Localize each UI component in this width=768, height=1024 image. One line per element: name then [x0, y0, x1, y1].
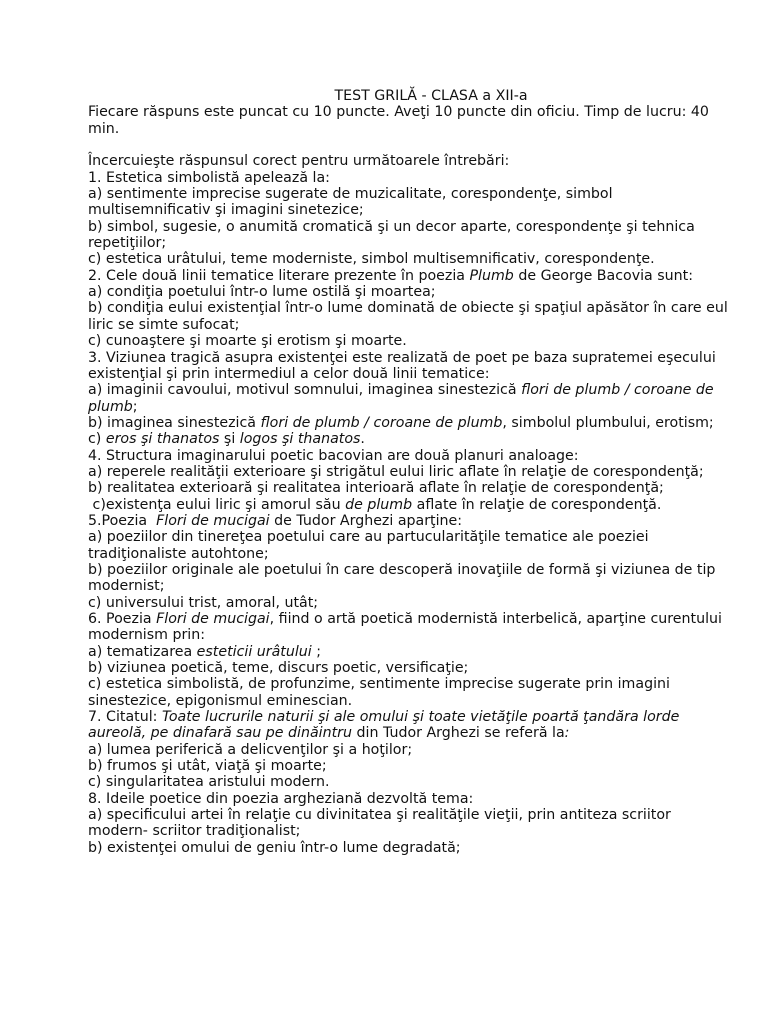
q2-text-italic: Plumb	[469, 267, 514, 284]
q6-text-pre: 6. Poezia	[88, 611, 157, 627]
q3-c-pre: c)	[88, 431, 106, 448]
q2-text-pre: 2. Cele două linii tematice literare prezente în poezia	[88, 267, 470, 284]
q7-text-post: din Tudor Arghezi se referă la	[351, 725, 565, 742]
q4-option-a: a) reperele realităţii exterioare şi strigătul eului liric aflate în relaţie de corespondenţă;	[88, 463, 704, 480]
q3-a-pre: a) imaginii cavoului, motivul somnului, imaginea sinestezică	[88, 382, 522, 399]
q5-text-italic: Flori de mucigai	[156, 512, 270, 529]
document-page	[88, 88, 728, 856]
q3-c-post: .	[360, 431, 365, 448]
q6-text-italic: Flori de mucigai	[156, 611, 270, 627]
q3-c-mid: şi	[219, 431, 240, 448]
q7-option-a: a) lumea periferică a delicvenţilor şi a hoţilor;	[88, 741, 413, 758]
q8-option-a: a) specificului artei în relaţie cu divinitatea şi realităţile vieţii, prin antiteza scriitor modern- scriitor tradiţionalist;	[88, 807, 671, 840]
question-2	[88, 268, 728, 284]
document-title: TEST GRILĂ - CLASA a XII-a	[334, 88, 528, 104]
q3-option-a	[88, 382, 728, 415]
q3-b-pre: b) imaginea sinestezică	[88, 414, 261, 431]
q4-c-post: aflate în relaţie de corespondenţă.	[412, 496, 662, 513]
q3-c-italic-1: eros şi thanatos	[105, 431, 220, 448]
q2-option-a: a) condiţia poetului într-o lume ostilă şi moartea;	[88, 284, 436, 301]
question-3: 3. Viziunea tragică asupra existenţei este realizată de poet pe baza supratemei eşecului existenţial şi prin intermediul a celor două linii tematice:	[88, 349, 716, 382]
q6-option-a	[88, 644, 728, 660]
q5-option-b: b) poeziilor originale ale poetului în care descoperă inovaţiile de formă şi viziunea de tip modernist;	[88, 561, 716, 595]
blank-line	[88, 137, 728, 153]
q7-option-c: c) singularitatea aristului modern.	[88, 774, 330, 791]
q2-text-post: de George Bacovia sunt:	[513, 267, 693, 284]
q3-option-b	[88, 415, 728, 431]
q5-text-post: de Tudor Arghezi aparţine:	[269, 512, 463, 529]
q7-text-colon: :	[564, 725, 570, 742]
q3-c-italic-2: logos şi thanatos	[239, 431, 361, 448]
q7-option-b: b) frumos şi utât, viaţă şi moarte;	[88, 758, 327, 775]
q5-option-a: a) poeziilor din tinereţea poetului care au partucularităţile tematice ale poeziei tradiţionaliste autohtone;	[88, 529, 649, 562]
question-6	[88, 611, 728, 644]
q6-option-b: b) viziunea poetică, teme, discurs poetic, versificaţie;	[88, 660, 469, 677]
question-7	[88, 709, 728, 742]
question-1: 1. Estetica simbolistă apelează la:	[88, 169, 330, 186]
q2-option-b: b) condiţia eului existenţial într-o lume dominată de obiecte şi spaţiul apăsător în care eul liric se simte sufocat;	[88, 300, 728, 333]
q6-a-italic: esteticii urâtului	[196, 643, 312, 660]
q6-a-pre: a) tematizarea	[88, 643, 197, 660]
question-4: 4. Structura imaginarului poetic bacovian are două planuri analoage:	[88, 447, 579, 464]
q4-c-pre: c)existenţa eului liric şi amorul său	[88, 496, 346, 513]
instruction-text: Încercuieşte răspunsul corect pentru următoarele întrebări:	[88, 153, 510, 170]
question-5	[88, 513, 728, 529]
q3-a-post: ;	[132, 398, 138, 415]
q2-option-c: c) cunoaştere şi moarte şi erotism şi moarte.	[88, 333, 407, 350]
q5-text-pre: 5.Poezia	[88, 512, 157, 529]
q3-b-italic: flori de plumb / coroane de plumb	[260, 414, 503, 431]
q1-option-c: c) estetica urâtului, teme moderniste, simbol multisemnificativ, corespondenţe.	[88, 251, 655, 268]
q1-option-a: a) sentimente imprecise sugerate de muzicalitate, corespondenţe, simbol multisemnificativ şi imagini sinetezice;	[88, 186, 613, 219]
q4-option-c	[88, 497, 728, 513]
intro-text: Fiecare răspuns este puncat cu 10 puncte. Aveţi 10 puncte din oficiu. Timp de lucru: 40 min.	[88, 104, 709, 137]
q3-b-post: , simbolul plumbului, erotism;	[502, 414, 714, 431]
question-8: 8. Ideile poetice din poezia argheziană dezvoltă tema:	[88, 790, 474, 807]
q1-option-b: b) simbol, sugesie, o anumită cromatică şi un decor aparte, corespondenţe şi tehnica repetiţiilor;	[88, 218, 695, 252]
q6-text-post: , fiind o artă poetică modernistă interbelică, aparţine curentului modernism prin:	[88, 611, 722, 644]
q4-option-b: b) realitatea exterioară şi realitatea interioară aflate în relaţie de corespondenţă;	[88, 480, 664, 497]
q7-text-italic: Toate lucrurile naturii şi ale omului şi toate vietăţile poartă ţandăra lorde aureolă, pe dinafară sau pe dinăintru	[88, 709, 680, 742]
q3-a-italic: flori de plumb / coroane de plumb	[88, 382, 714, 415]
q4-c-italic: de plumb	[345, 496, 413, 513]
q5-option-c: c) universului trist, amoral, utât;	[88, 594, 319, 611]
q6-option-c: c) estetica simbolistă, de profunzime, sentimente imprecise sugerate prin imagini sinestezice, epigonismul eminescian.	[88, 676, 670, 709]
q7-text-pre: 7. Citatul:	[88, 709, 162, 726]
q3-option-c	[88, 431, 728, 447]
q8-option-b: b) existenţei omului de geniu într-o lume degradată;	[88, 839, 461, 856]
q6-a-post: ;	[311, 643, 322, 660]
